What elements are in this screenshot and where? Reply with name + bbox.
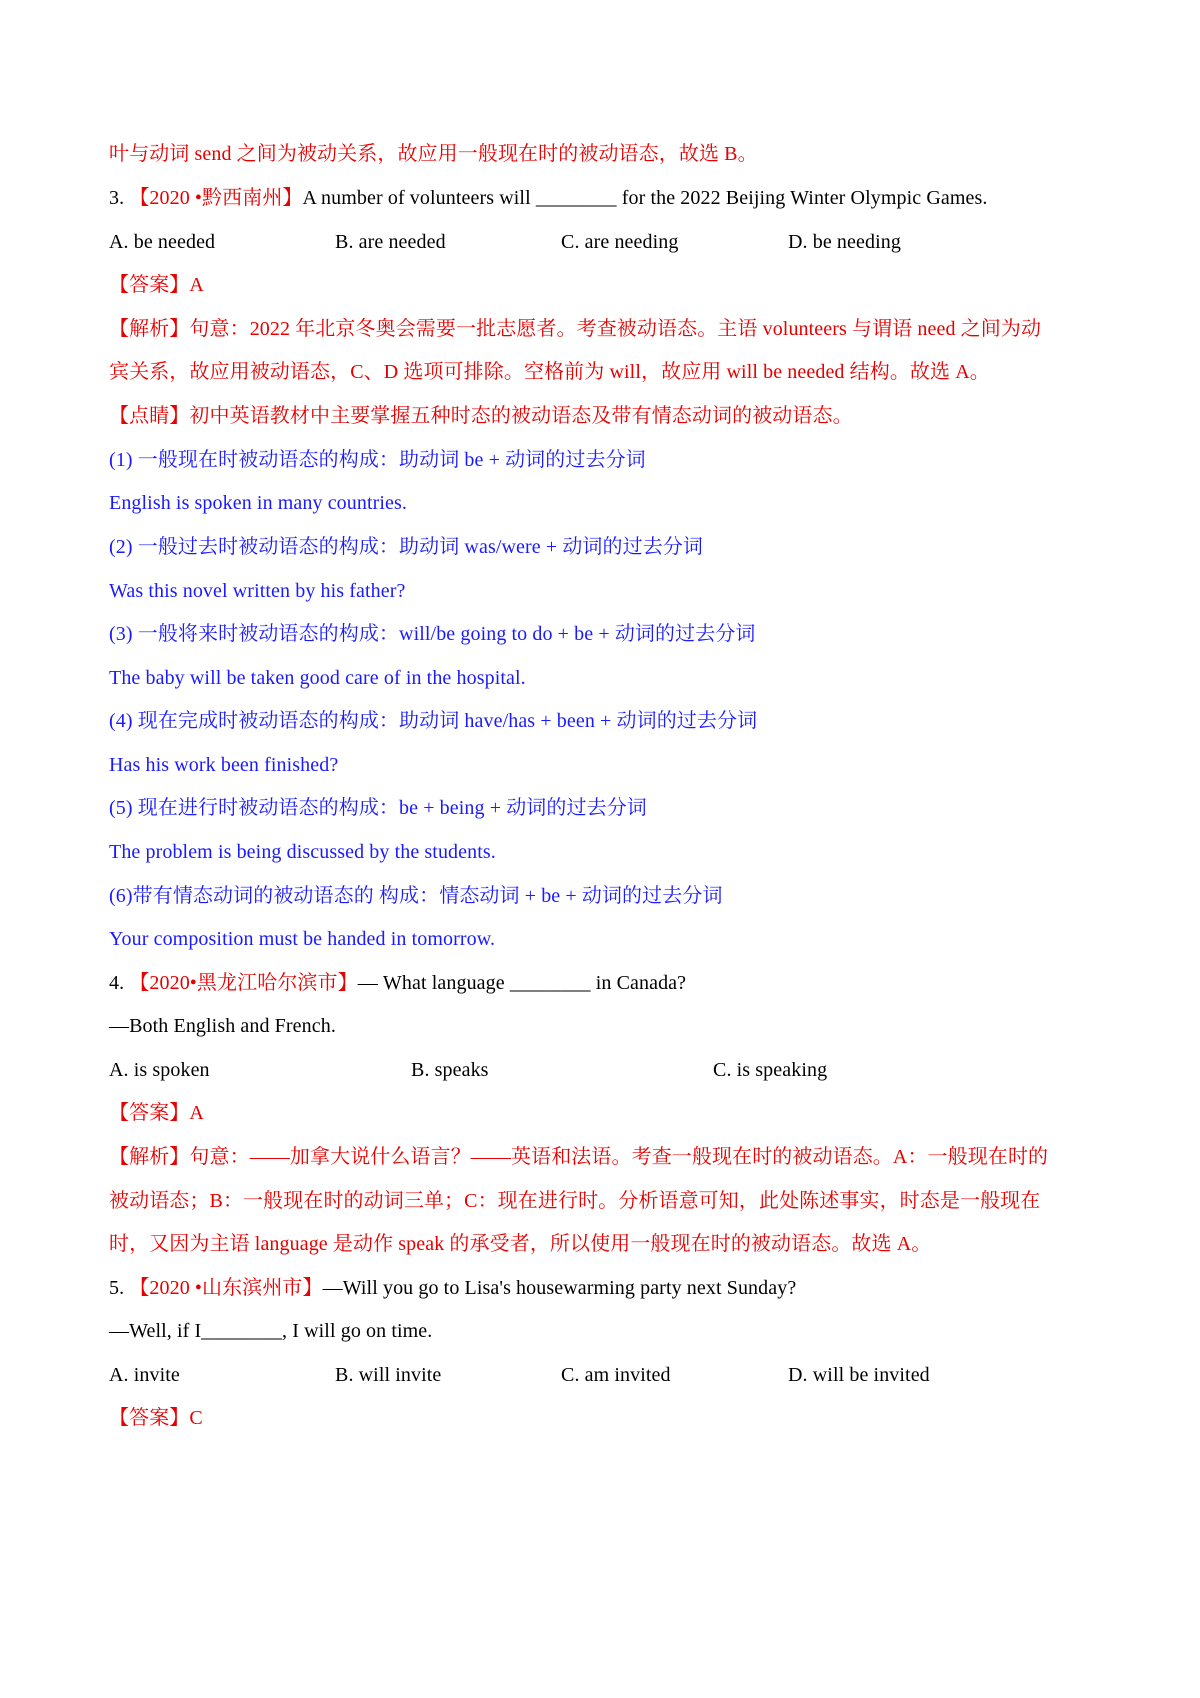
option-a: A. invite xyxy=(109,1364,180,1386)
question-5-reply: —Well, if I________, I will go on time. xyxy=(109,1320,433,1342)
rule-1: (1) 一般现在时被动语态的构成：助动词 be + 动词的过去分词 xyxy=(109,449,646,471)
option-b: B. speaks xyxy=(411,1059,489,1081)
example-4: Has his work been finished? xyxy=(109,754,339,776)
option-c: C. am invited xyxy=(561,1364,671,1386)
example-3: The baby will be taken good care of in the hospital. xyxy=(109,667,526,689)
answer-label: 【答案】A xyxy=(109,1102,204,1124)
rule-2: (2) 一般过去时被动语态的构成：助动词 was/were + 动词的过去分词 xyxy=(109,536,704,558)
answer-label: 【答案】C xyxy=(109,1407,203,1429)
example-2: Was this novel written by his father? xyxy=(109,580,406,602)
rule-5: (5) 现在进行时被动语态的构成：be + being + 动词的过去分词 xyxy=(109,797,647,819)
analysis-line: 【解析】句意：2022 年北京冬奥会需要一批志愿者。考查被动语态。主语 volunteers 与谓语 need 之间为动 xyxy=(109,318,1042,340)
question-3-options xyxy=(109,229,1108,255)
question-number: 5. xyxy=(109,1277,125,1299)
example-1: English is spoken in many countries. xyxy=(109,492,408,514)
analysis-line: 宾关系，故应用被动语态，C、D 选项可排除。空格前为 will，故应用 will be needed 结构。故选 A。 xyxy=(109,361,990,383)
question-stem: A number of volunteers will ________ for the 2022 Beijing Winter Olympic Games. xyxy=(302,187,988,209)
question-stem: —Will you go to Lisa's housewarming party next Sunday? xyxy=(322,1277,797,1299)
option-c: C. are needing xyxy=(561,231,679,253)
option-d: D. will be invited xyxy=(788,1364,930,1386)
question-3 xyxy=(109,185,1108,211)
option-b: B. are needed xyxy=(335,231,446,253)
rule-6: (6)带有情态动词的被动语态的 构成：情态动词 + be + 动词的过去分词 xyxy=(109,885,723,907)
question-5 xyxy=(109,1275,1108,1301)
analysis-line: 【解析】句意：——加拿大说什么语言？——英语和法语。考查一般现在时的被动语态。A：一般现在时的 xyxy=(109,1146,1049,1168)
question-source-tag: 【2020 •黔西南州】 xyxy=(129,187,303,209)
question-source-tag: 【2020•黑龙江哈尔滨市】 xyxy=(129,972,358,994)
example-6: Your composition must be handed in tomorrow. xyxy=(109,928,496,950)
question-4 xyxy=(109,970,1108,996)
option-a: A. is spoken xyxy=(109,1059,210,1081)
option-a: A. be needed xyxy=(109,231,216,253)
question-5-options xyxy=(109,1362,1108,1388)
example-5: The problem is being discussed by the students. xyxy=(109,841,496,863)
option-d: D. be needing xyxy=(788,231,901,253)
option-b: B. will invite xyxy=(335,1364,442,1386)
analysis-line: 被动语态；B：一般现在时的动词三单；C：现在进行时。分析语意可知，此处陈述事实，时态是一般现在 xyxy=(109,1190,1041,1212)
question-4-reply: —Both English and French. xyxy=(109,1015,336,1037)
tip-line: 【点睛】初中英语教材中主要掌握五种时态的被动语态及带有情态动词的被动语态。 xyxy=(109,405,853,427)
question-number: 3. xyxy=(109,187,125,209)
rule-4: (4) 现在完成时被动语态的构成：助动词 have/has + been + 动词的过去分词 xyxy=(109,710,758,732)
question-stem: — What language ________ in Canada? xyxy=(357,972,687,994)
analysis-line: 时，又因为主语 language 是动作 speak 的承受者，所以使用一般现在时的被动语态。故选 A。 xyxy=(109,1233,932,1255)
analysis-continuation: 叶与动词 send 之间为被动关系，故应用一般现在时的被动语态，故选 B。 xyxy=(109,143,758,165)
option-c: C. is speaking xyxy=(713,1059,828,1081)
rule-3: (3) 一般将来时被动语态的构成：will/be going to do + be + 动词的过去分词 xyxy=(109,623,756,645)
question-source-tag: 【2020 •山东滨州市】 xyxy=(129,1277,323,1299)
question-4-options xyxy=(109,1057,1108,1083)
answer-label: 【答案】A xyxy=(109,274,204,296)
question-number: 4. xyxy=(109,972,125,994)
